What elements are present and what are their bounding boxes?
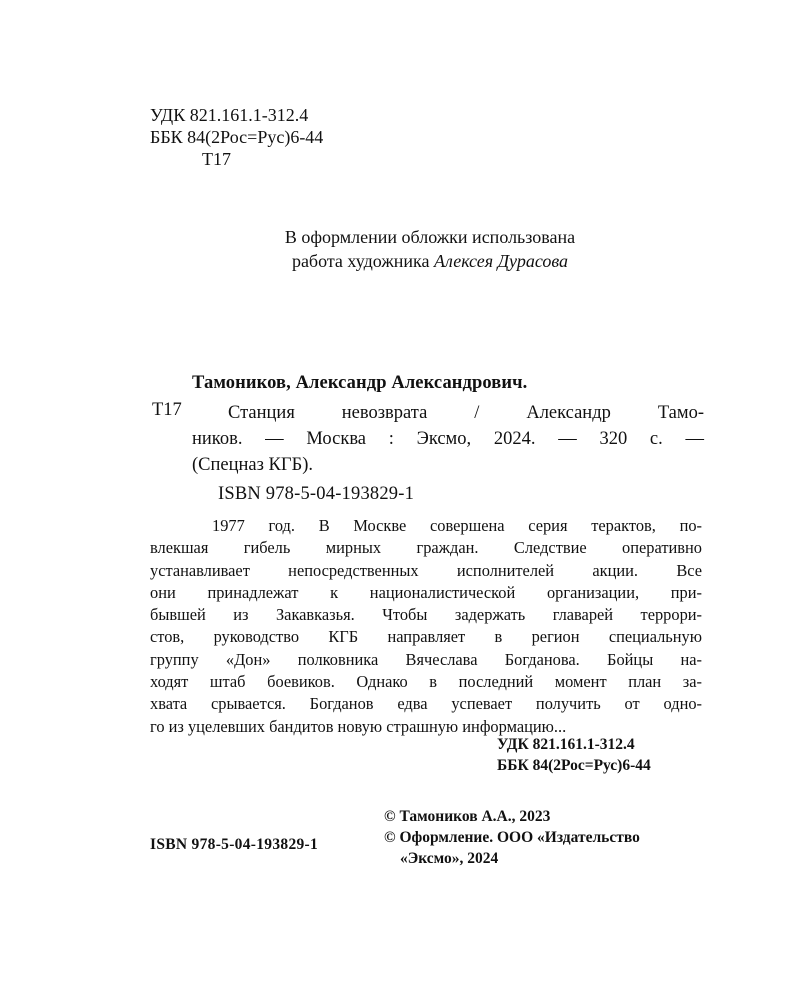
cover-artist-name: Алексея Дурасова: [433, 251, 569, 271]
copyright-design-cont: «Эксмо», 2024: [400, 850, 499, 867]
annotation-line: хвата срывается. Богданов едва успевает получить от одно-: [150, 694, 702, 714]
bbk-code: ББК 84(2Рос=Рус)6-44: [150, 127, 324, 147]
cover-credit-line1: В оформлении обложки использована: [284, 227, 576, 247]
catalog-author-mark: Т17: [152, 400, 182, 420]
annotation: [150, 515, 702, 738]
cover-credit: [240, 225, 620, 273]
catalog-title-line3: (Спецназ КГБ).: [192, 455, 313, 475]
catalog-author: Тамоников, Александр Александрович.: [192, 373, 528, 393]
annotation-line: влекшая гибель мирных граждан. Следствие оперативно: [150, 538, 702, 558]
classification-block-bottom: [497, 734, 651, 776]
annotation-line: устанавливает непосредственных исполнителей акции. Все: [150, 560, 702, 580]
classification-block-top: [150, 104, 323, 170]
isbn-bottom: ISBN 978-5-04-193829-1: [150, 836, 319, 853]
author-mark: Т17: [202, 149, 231, 169]
annotation-line: они принадлежат к националистической организации, при-: [150, 582, 702, 602]
catalog-title-block: [192, 400, 704, 478]
isbn-main: ISBN 978-5-04-193829-1: [218, 484, 415, 504]
annotation-line: 1977 год. В Москве совершена серия терактов, по-: [212, 516, 702, 535]
udk-code: УДК 821.161.1-312.4: [150, 105, 309, 125]
annotation-line: стов, руководство КГБ направляет в регион специальную: [150, 627, 702, 647]
copyright-author: © Тамоников А.А., 2023: [384, 808, 551, 825]
bbk-code-bottom: ББК 84(2Рос=Рус)6-44: [497, 757, 651, 774]
catalog-title-line2: ников. — Москва : Эксмо, 2024. — 320 с. —: [192, 429, 704, 449]
annotation-line: го из уцелевших бандитов новую страшную информацию...: [150, 716, 567, 736]
cover-credit-line2: [240, 249, 620, 273]
annotation-line: бывшей из Закавказья. Чтобы задержать главарей террори-: [150, 605, 702, 625]
catalog-title-line1: Станция невозврата / Александр Тамо-: [228, 403, 704, 423]
annotation-line: ходят штаб боевиков. Однако в последний момент план за-: [150, 672, 702, 692]
annotation-line: группу «Дон» полковника Вячеслава Богданова. Бойцы на-: [150, 649, 702, 669]
copyright-block: [384, 806, 640, 869]
udk-code-bottom: УДК 821.161.1-312.4: [497, 736, 635, 753]
copyright-design: © Оформление. ООО «Издательство: [384, 829, 640, 846]
cover-credit-prefix: работа художника: [291, 251, 434, 271]
